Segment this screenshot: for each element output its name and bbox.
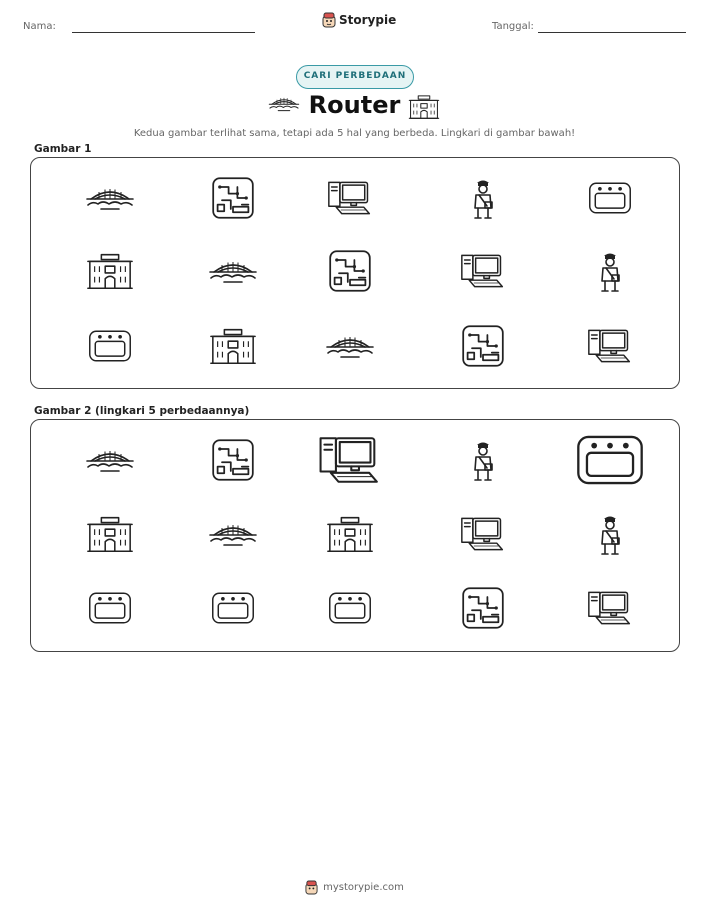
computer-icon [327,179,373,217]
router-icon[interactable] [87,589,133,627]
circuit-icon [328,249,372,293]
mailman-icon [468,176,498,220]
name-field[interactable] [72,32,255,33]
computer-icon [460,252,506,290]
picture-panel-1 [30,157,680,389]
computer-icon[interactable] [460,515,506,553]
mailman-icon [595,249,625,293]
bridge-icon[interactable] [208,519,258,549]
title-building-icon [408,94,440,120]
mailman-icon[interactable] [595,512,625,556]
circuit-icon[interactable] [211,438,255,482]
storypie-mascot-icon [322,12,336,28]
date-field[interactable] [538,32,686,33]
instruction-text: Kedua gambar terlihat sama, tetapi ada 5 hal yang berbeda. Lingkari di gambar bawah! [133,128,576,139]
building-icon[interactable] [86,514,134,554]
bridge-icon[interactable] [85,445,135,475]
picture-panel-2[interactable] [30,419,680,652]
computer-icon[interactable] [318,431,382,489]
circuit-icon[interactable] [461,586,505,630]
bridge-icon [208,256,258,286]
building-icon[interactable] [326,514,374,554]
panel1-label: Gambar 1 [34,143,92,155]
panel2-label: Gambar 2 (lingkari 5 perbedaannya) [34,405,250,417]
bridge-icon [325,331,375,361]
footer [0,880,709,895]
page-title: Router [308,91,401,119]
mailman-icon[interactable] [468,438,498,482]
circuit-icon [211,176,255,220]
activity-badge: CARI PERBEDAAN [296,65,414,89]
name-label: Nama: [23,21,56,32]
building-icon [209,326,257,366]
router-icon [87,327,133,365]
circuit-icon [461,324,505,368]
brand-name: Storypie [339,13,397,27]
computer-icon [587,327,633,365]
storypie-mascot-icon [305,880,318,895]
building-icon [86,251,134,291]
brand-logo [322,12,396,28]
router-icon[interactable] [327,589,373,627]
worksheet-header [0,0,709,50]
computer-icon[interactable] [587,589,633,627]
router-icon[interactable] [574,430,646,490]
footer-url: mystorypie.com [323,882,404,893]
date-label: Tanggal: [492,21,534,32]
bridge-icon [85,183,135,213]
router-icon [587,179,633,217]
router-icon[interactable] [210,589,256,627]
